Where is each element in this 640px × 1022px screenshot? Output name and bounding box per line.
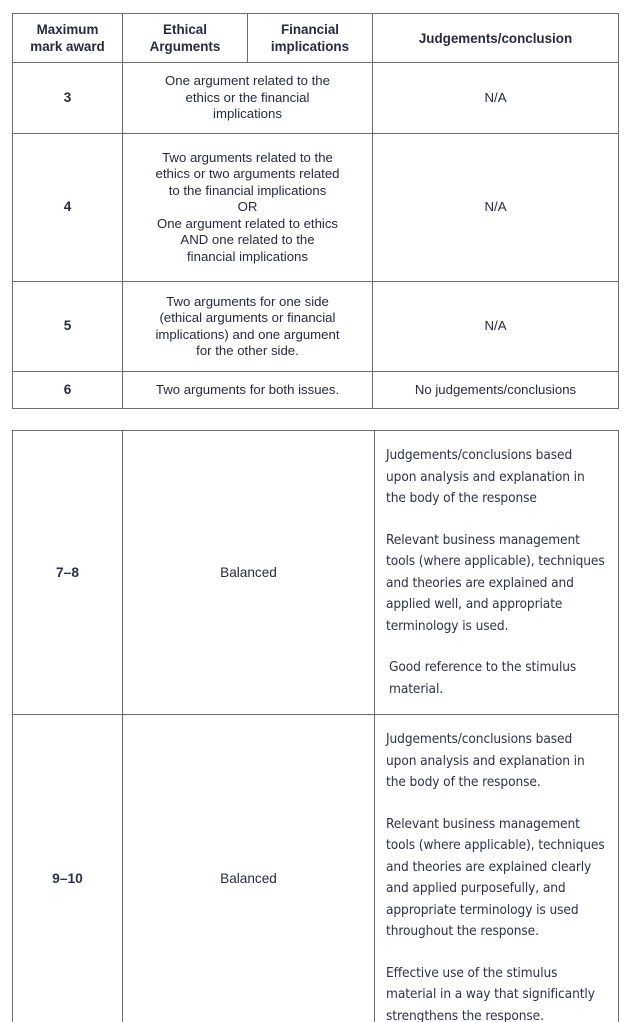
- criteria-line: (ethical arguments or financial: [159, 310, 336, 325]
- criteria-line: implications: [213, 106, 282, 122]
- criteria-description: [123, 134, 373, 282]
- table-row: [13, 431, 619, 715]
- table-row: [13, 372, 619, 409]
- table-header-row: [13, 14, 619, 63]
- criteria-line: to the financial implications: [168, 182, 327, 198]
- criteria-line: implications) and one argument: [155, 326, 340, 342]
- criteria-table-upper-bands: [12, 430, 619, 1022]
- column-header-judgements-conclusion: [373, 14, 619, 63]
- judgement-paragraph: Good reference to the stimulus material.: [389, 659, 577, 697]
- judgement-value: N/A: [373, 134, 619, 282]
- judgement-paragraph: Effective use of the stimulus material in a way that significantly strengthens the response.: [386, 964, 595, 1022]
- mark-award-value: 7–8: [13, 431, 123, 715]
- table-row: [13, 282, 619, 372]
- header-line: Ethical: [163, 22, 207, 37]
- criteria-line: ethics or the financial: [185, 89, 310, 105]
- column-header-ethical-arguments: [123, 14, 248, 63]
- judgement-description: [375, 431, 619, 715]
- arguments-value: Balanced: [123, 715, 375, 1022]
- criteria-line: financial implications: [187, 248, 308, 264]
- header-line: implications: [270, 39, 350, 54]
- criteria-line: Two arguments related to the: [162, 149, 333, 165]
- table-row: [13, 715, 619, 1022]
- judgement-value: No judgements/conclusions: [373, 372, 619, 409]
- criteria-line: ethics or two arguments related: [155, 166, 340, 182]
- mark-award-value: 6: [13, 372, 123, 409]
- criteria-description: [123, 282, 373, 372]
- judgement-paragraph: Relevant business management tools (where applicable), techniques and theories are explained and applied well, and appropriate terminology is used.: [386, 531, 605, 634]
- header-line: Maximum: [36, 22, 99, 37]
- header-line: Judgements/conclusion: [418, 30, 573, 46]
- judgement-paragraph: Judgements/conclusions based upon analysis and explanation in the body of the response.: [386, 731, 585, 790]
- mark-award-value: 5: [13, 282, 123, 372]
- arguments-value: Balanced: [123, 431, 375, 715]
- judgement-paragraph: Relevant business management tools (where applicable), techniques and theories are explained clearly and applied purposefully, and appropriate terminology is used throughout the response.: [386, 815, 605, 939]
- mark-award-value: 3: [13, 63, 123, 134]
- mark-award-value: 4: [13, 134, 123, 282]
- mark-award-value: 9–10: [13, 715, 123, 1022]
- criteria-line: Two arguments for both issues.: [155, 381, 340, 397]
- criteria-line: One argument related to the: [165, 73, 330, 89]
- criteria-line: for the other side.: [196, 343, 299, 358]
- criteria-table-lower-bands: [12, 13, 619, 409]
- criteria-description: [123, 372, 373, 409]
- table-row: [13, 63, 619, 134]
- column-header-financial-implications: [248, 14, 373, 63]
- table-row: [13, 134, 619, 282]
- column-header-maximum-mark-award: [13, 14, 123, 63]
- criteria-line: One argument related to ethics: [156, 215, 339, 231]
- header-line: mark award: [30, 39, 105, 54]
- judgement-value: N/A: [373, 282, 619, 372]
- criteria-line: AND one related to the: [180, 232, 315, 248]
- header-line: Financial: [280, 22, 340, 37]
- judgement-value: N/A: [373, 63, 619, 134]
- criteria-line: OR: [237, 199, 258, 215]
- judgement-description: [375, 715, 619, 1022]
- criteria-description: [123, 63, 373, 134]
- judgement-paragraph: Judgements/conclusions based upon analysis and explanation in the body of the response: [386, 447, 585, 506]
- criteria-line: Two arguments for one side: [166, 293, 329, 309]
- header-line: Arguments: [149, 39, 221, 54]
